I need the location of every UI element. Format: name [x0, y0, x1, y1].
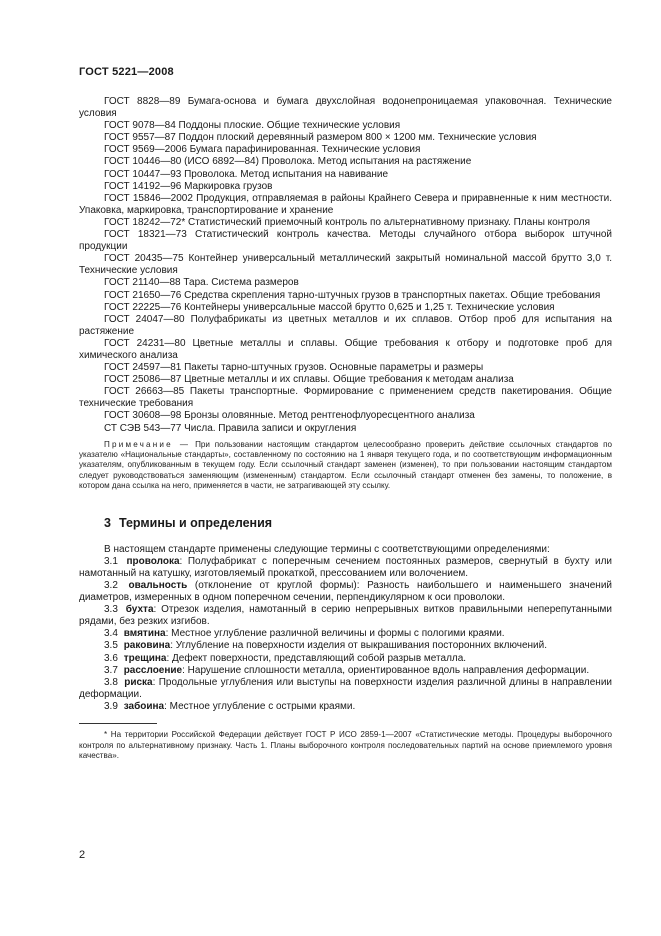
reference-list — [79, 96, 612, 435]
definition-term: риска — [124, 676, 153, 688]
reference-item: ГОСТ 24597—81 Пакеты тарно-штучных грузов. Основные параметры и размеры — [104, 362, 484, 374]
reference-item: ГОСТ 18242—72* Статистический приемочный контроль по альтернативному признаку. Планы контроля — [104, 216, 590, 228]
definition-item — [79, 580, 612, 604]
note-block — [79, 440, 612, 492]
definition-term: раковина — [123, 640, 171, 652]
footnote: * На территории Российской Федерации действует ГОСТ Р ИСО 2859-1—2007 «Статистические методы. Процедуры выборочного контроля по альтернативному признаку. Часть 1. Планы выборочного контроля последовательных партий на основе приемлемого уровня качества». — [79, 729, 612, 761]
reference-item: ГОСТ 10446—80 (ИСО 6892—84) Проволока. Метод испытания на растяжение — [104, 156, 472, 168]
page-number: 2 — [79, 849, 86, 861]
section-intro: В настоящем стандарте применены следующие термины с соответствующими определениями: — [104, 543, 550, 555]
definition-term: овальность — [128, 579, 188, 591]
reference-item: ГОСТ 21140—88 Тара. Система размеров — [104, 277, 299, 289]
definition-number: 3.1 — [104, 555, 118, 567]
reference-item: ГОСТ 26663—85 Пакеты транспортные. Формирование с применением средств пакетирования. Общие технические требования — [79, 386, 612, 410]
section-title: Термины и определения — [118, 515, 273, 530]
definitions-list — [79, 556, 612, 713]
reference-item: ГОСТ 9569—2006 Бумага парафинированная. Технические условия — [104, 144, 421, 156]
definition-term: вмятина — [123, 628, 166, 640]
reference-item: ГОСТ 8828—89 Бумага-основа и бумага двухслойная водонепроницаемая упаковочная. Технические условия — [79, 96, 612, 120]
definition-text: : Нарушение сплошности металла, ориентированное вдоль направления деформации. — [182, 664, 590, 676]
reference-item: ГОСТ 20435—75 Контейнер универсальный металлический закрытый номинальной массой брутто 3,0 т. Технические условия — [79, 253, 612, 277]
definition-item — [79, 677, 612, 701]
definition-number: 3.4 — [104, 628, 118, 640]
page-content — [79, 96, 612, 762]
definition-text: (отклонение от круглой формы): Разность наибольшего и наименьшего значений диаметров, измеренных в одном поперечном сечении, перпендикулярном к оси проволоки. — [79, 579, 612, 604]
definition-number: 3.6 — [104, 652, 118, 664]
definition-item — [79, 556, 612, 580]
reference-item: ГОСТ 9557—87 Поддон плоский деревянный размером 800 × 1200 мм. Технические условия — [104, 132, 537, 144]
reference-item: ГОСТ 9078—84 Поддоны плоские. Общие технические условия — [104, 120, 401, 132]
reference-item: ГОСТ 22225—76 Контейнеры универсальные массой брутто 0,625 и 1,25 т. Технические условия — [104, 301, 555, 313]
reference-item: ГОСТ 25086—87 Цветные металлы и их сплавы. Общие требования к методам анализа — [104, 374, 514, 386]
footnote-divider — [79, 723, 157, 724]
reference-item: СТ СЭВ 543—77 Числа. Правила записи и округления — [104, 422, 357, 434]
section-number: 3 — [104, 515, 111, 530]
definition-term: забоина — [123, 700, 165, 712]
definition-text: : Продольные углубления или выступы на поверхности изделия различной длины в направлении деформации. — [79, 676, 612, 700]
reference-item: ГОСТ 24047—80 Полуфабрикаты из цветных металлов и их сплавов. Отбор проб для испытания на растяжение — [79, 313, 612, 337]
definition-text: : Углубление на поверхности изделия от выкрашивания посторонних включений. — [170, 640, 547, 652]
definition-number: 3.3 — [104, 604, 118, 616]
definition-text: : Дефект поверхности, представляющий собой разрыв металла. — [166, 652, 467, 664]
definition-term: бухта — [125, 604, 154, 616]
definition-number: 3.2 — [104, 579, 118, 591]
reference-item: ГОСТ 15846—2002 Продукция, отправляемая в районы Крайнего Севера и приравненные к ним местности. Упаковка, маркировка, транспортирование и хранение — [79, 192, 612, 216]
definition-text: : Полуфабрикат с поперечным сечением постоянных размеров, свернутый в бухту или намотанный на катушку, изготовляемый прокаткой, прессованием или волочением. — [79, 555, 612, 579]
definition-number: 3.5 — [104, 640, 118, 652]
reference-item: ГОСТ 10447—93 Проволока. Метод испытания на навивание — [104, 168, 389, 180]
definition-term: расслоение — [123, 664, 183, 676]
definition-term: проволока — [126, 555, 180, 567]
reference-item: ГОСТ 18321—73 Статистический контроль качества. Методы случайного отбора выборок штучной продукции — [79, 229, 612, 253]
reference-item: ГОСТ 24231—80 Цветные металлы и сплавы. Общие требования к отбору и подготовке проб для химического анализа — [79, 337, 612, 361]
reference-item: ГОСТ 30608—98 Бронзы оловянные. Метод рентгенофлуоресцентного анализа — [104, 410, 475, 422]
definition-item — [79, 653, 612, 665]
definition-item — [79, 604, 612, 628]
definition-text: : Местное углубление с острыми краями. — [164, 700, 356, 712]
reference-item: ГОСТ 14192—96 Маркировка грузов — [104, 180, 273, 192]
definition-number: 3.8 — [104, 676, 118, 688]
definition-item — [79, 665, 612, 677]
note-label: Примечание — — [104, 439, 191, 449]
definition-term: трещина — [123, 652, 167, 664]
definition-text: : Местное углубление различной величины и формы с пологими краями. — [165, 628, 505, 640]
definition-item — [79, 640, 612, 652]
definition-number: 3.7 — [104, 664, 118, 676]
note-text: При пользовании настоящим стандартом целесообразно проверить действие ссылочных стандартов по указателю «Национальные стандарты», составленному по состоянию на 1 января текущего года, и по соответствующим информационным указателям, опубликованным в текущем году. Если ссылочный стандарт заменен (изменен), то при пользовании настоящим стандартом следует руководствоваться заменяющим (измененным) стандартом. Если ссылочный стандарт отменен без замены, то положение, в котором дана ссылка на него, применяется в части, не затрагивающей эту ссылку. — [79, 439, 613, 491]
definition-item — [79, 628, 612, 640]
definition-text: : Отрезок изделия, намотанный в серию непрерывных витков правильными неперепутанными рядами, без резких изгибов. — [79, 604, 612, 628]
section-heading — [79, 516, 612, 530]
definition-number: 3.9 — [104, 700, 118, 712]
definition-item — [79, 701, 612, 713]
document-header: ГОСТ 5221—2008 — [79, 66, 174, 78]
reference-item: ГОСТ 21650—76 Средства скрепления тарно-штучных грузов в транспортных пакетах. Общие требования — [104, 289, 601, 301]
